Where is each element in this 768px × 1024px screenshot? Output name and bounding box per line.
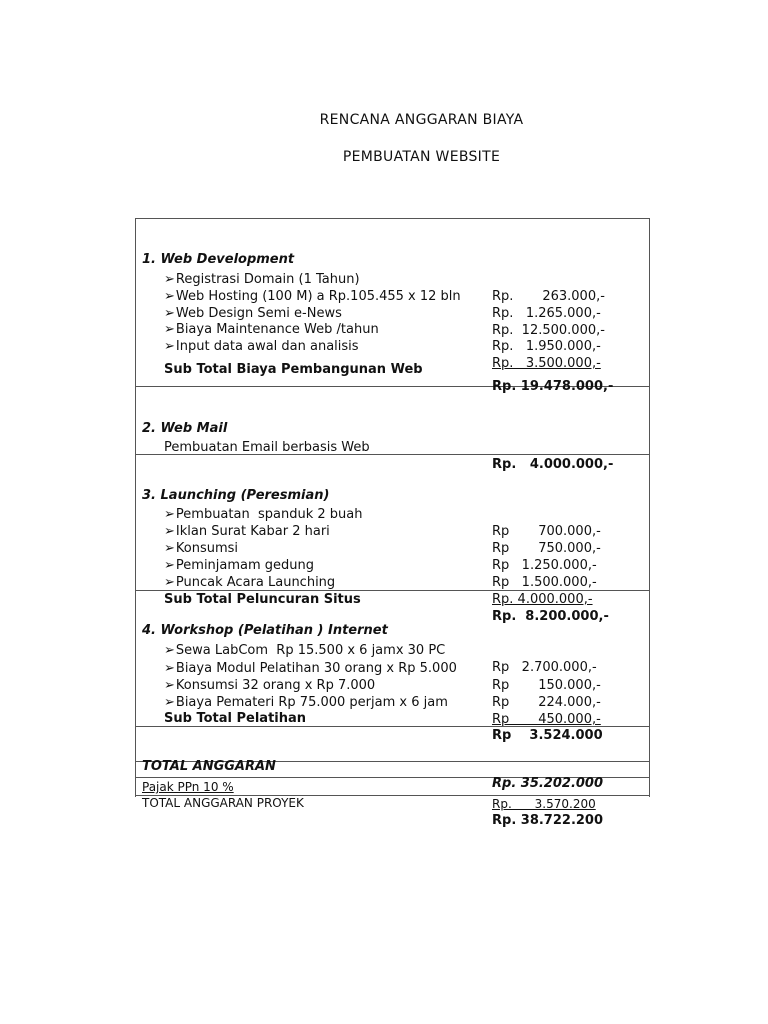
item-label: Web Design Semi e-News [175, 306, 342, 321]
document-title: RENCANA ANGGARAN BIAYA [319, 112, 524, 128]
arrow-bullet-icon: ➢ [164, 322, 175, 337]
item-label: Registrasi Domain (1 Tahun) [175, 272, 360, 287]
grand-total-label: TOTAL ANGGARAN PROYEK [142, 796, 304, 810]
section-heading: 2. Web Mail [142, 421, 228, 436]
subtotal-label: Sub Total Biaya Pembangunan Web [164, 362, 423, 377]
subtotal-amount: Rp. 19.478.000,- [492, 379, 614, 394]
section-heading-row [0, 403, 768, 436]
arrow-bullet-icon: ➢ [164, 575, 175, 590]
subtotal-label: Sub Total Peluncuran Situs [164, 592, 361, 607]
subtotal-amount: Rp 3.524.000 [492, 728, 603, 743]
total-label: TOTAL ANGGARAN [142, 759, 276, 774]
subtotal-label: Sub Total Pelatihan [164, 711, 307, 726]
section-heading-row [0, 234, 768, 267]
item-label: Pembuatan spanduk 2 buah [175, 507, 363, 522]
section-heading: 1. Web Development [142, 252, 295, 267]
item-amount: Rp 1.500.000,- [492, 575, 597, 590]
item-amount: Rp. 12.500.000,- [492, 323, 605, 338]
item-amount: Rp 750.000,- [492, 541, 601, 556]
arrow-bullet-icon: ➢ [164, 339, 175, 354]
section-heading-row [0, 605, 768, 638]
arrow-bullet-icon: ➢ [164, 661, 175, 676]
arrow-bullet-icon: ➢ [164, 289, 175, 304]
item-amount: Rp 700.000,- [492, 524, 601, 539]
item-amount: Rp 150.000,- [492, 678, 601, 693]
arrow-bullet-icon: ➢ [164, 507, 175, 522]
total-amount: Rp. 35.202.000 [492, 776, 604, 791]
item-label: Iklan Surat Kabar 2 hari [175, 524, 330, 539]
item-amount: Rp. 1.950.000,- [492, 339, 601, 354]
arrow-bullet-icon: ➢ [164, 272, 175, 287]
item-label: Input data awal dan analisis [175, 339, 359, 354]
item-label: Sewa LabCom Rp 15.500 x 6 jamx 30 PC [175, 643, 446, 658]
subtotal-amount: Rp. 8.200.000,- [492, 609, 609, 624]
item-amount: Rp. 263.000,- [492, 289, 605, 304]
item-label: Pembuatan Email berbasis Web [164, 440, 370, 455]
tax-label: Pajak PPn 10 % [142, 780, 234, 794]
item-label: Puncak Acara Launching [175, 575, 336, 590]
list-item [0, 422, 768, 472]
arrow-bullet-icon: ➢ [164, 306, 175, 321]
arrow-bullet-icon: ➢ [164, 524, 175, 539]
item-label: Konsumsi 32 orang x Rp 7.000 [175, 678, 376, 693]
arrow-bullet-icon: ➢ [164, 678, 175, 693]
item-label: Web Hosting (100 M) a Rp.105.455 x 12 bln [175, 289, 461, 304]
item-label: Biaya Pemateri Rp 75.000 perjam x 6 jam [175, 695, 448, 710]
document-subtitle: PEMBUATAN WEBSITE [342, 149, 501, 165]
arrow-bullet-icon: ➢ [164, 558, 175, 573]
item-label: Biaya Maintenance Web /tahun [175, 322, 379, 337]
section-heading-row [0, 470, 768, 503]
arrow-bullet-icon: ➢ [164, 643, 175, 658]
item-amount: Rp. 4.000.000,- [492, 457, 614, 472]
arrow-bullet-icon: ➢ [164, 541, 175, 556]
item-amount: Rp 1.250.000,- [492, 558, 597, 573]
item-amount: Rp. 3.500.000,- [492, 356, 601, 371]
item-amount: Rp 2.700.000,- [492, 660, 597, 675]
item-label: Peminjamam gedung [175, 558, 315, 573]
item-amount: Rp 224.000,- [492, 695, 601, 710]
item-amount: Rp 450.000,- [492, 712, 601, 727]
item-amount: Rp. 1.265.000,- [492, 306, 601, 321]
item-label: Konsumsi [175, 541, 239, 556]
arrow-bullet-icon: ➢ [164, 695, 175, 710]
item-amount: Rp. 4.000.000,- [492, 592, 593, 607]
section-heading: 4. Workshop (Pelatihan ) Internet [142, 623, 388, 638]
section-heading: 3. Launching (Peresmian) [142, 488, 330, 503]
item-label: Biaya Modul Pelatihan 30 orang x Rp 5.000 [175, 661, 457, 676]
grand-total-amount: Rp. 38.722.200 [492, 813, 604, 828]
tax-amount: Rp. 3.570.200 [492, 797, 596, 811]
